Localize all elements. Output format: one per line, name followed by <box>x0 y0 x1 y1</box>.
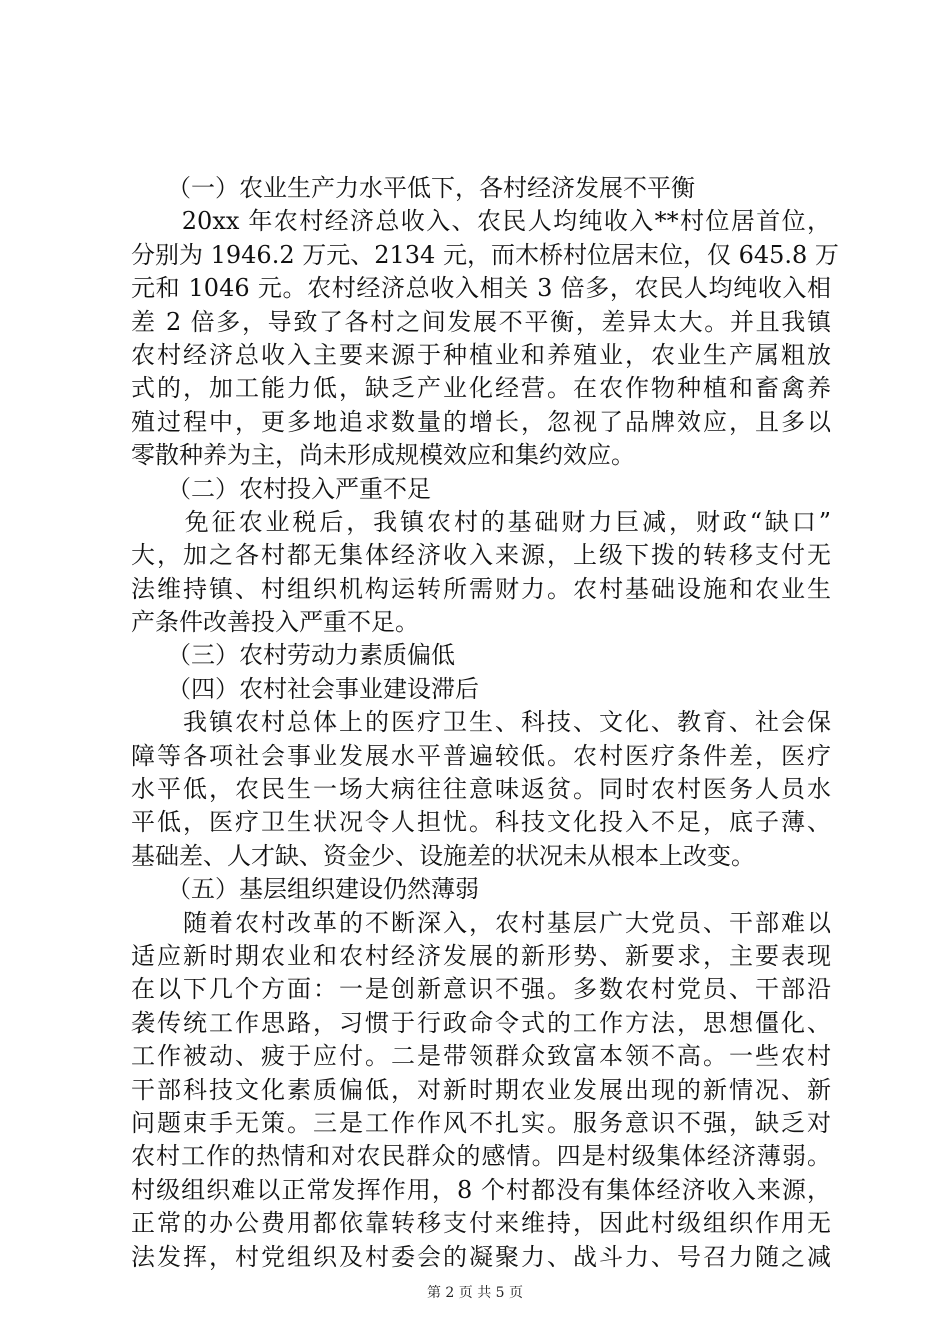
text-line: 农村经济总收入主要来源于种植业和养殖业，农业生产属粗放 <box>131 340 831 369</box>
text-line: 障等各项社会事业发展水平普遍较低。农村医疗条件差，医疗 <box>131 741 831 770</box>
text-line: 20xx 年农村经济总收入、农民人均纯收入**村位居首位， <box>131 207 831 236</box>
text-line: 平低，医疗卫生状况令人担忧。科技文化投入不足，底子薄、 <box>131 808 831 837</box>
text-line: 适应新时期农业和农村经济发展的新形势、新要求，主要表现 <box>131 941 831 970</box>
text-line: 正常的办公费用都依靠转移支付来维持，因此村级组织作用无 <box>131 1209 831 1238</box>
text-line: 基础差、人才缺、资金少、设施差的状况未从根本上改变。 <box>131 841 755 870</box>
heading-3: （三）农村劳动力素质偏低 <box>131 641 455 670</box>
text-line: 水平低，农民生一场大病往往意味返贫。同时农村医务人员水 <box>131 775 831 804</box>
text-line: 农村工作的热情和对农民群众的感情。四是村级集体经济薄弱。 <box>131 1142 831 1171</box>
text-line: 在以下几个方面：一是创新意识不强。多数农村党员、干部沿 <box>131 975 831 1004</box>
text-line: 袭传统工作思路，习惯于行政命令式的工作方法，思想僵化、 <box>131 1008 831 1037</box>
text-line: 问题束手无策。三是工作作风不扎实。服务意识不强，缺乏对 <box>131 1108 831 1137</box>
text-line: 零散种养为主，尚未形成规模效应和集约效应。 <box>131 441 635 470</box>
text-line: 殖过程中，更多地追求数量的增长，忽视了品牌效应，且多以 <box>131 407 831 436</box>
text-line: 法维持镇、村组织机构运转所需财力。农村基础设施和农业生 <box>131 574 831 603</box>
text-line: 式的，加工能力低，缺乏产业化经营。在农作物种植和畜禽养 <box>131 374 831 403</box>
text-line: 免征农业税后，我镇农村的基础财力巨减，财政“缺口” <box>131 507 831 536</box>
text-line: 法发挥，村党组织及村委会的凝聚力、战斗力、号召力随之减 <box>131 1242 831 1271</box>
text-line: 大，加之各村都无集体经济收入来源，上级下拨的转移支付无 <box>131 541 831 570</box>
text-line: 干部科技文化素质偏低，对新时期农业发展出现的新情况、新 <box>131 1075 831 1104</box>
text-line: 分别为 1946.2 万元、2134 元，而木桥村位居末位，仅 645.8 万 <box>131 240 839 269</box>
text-line: 随着农村改革的不断深入，农村基层广大党员、干部难以 <box>131 908 831 937</box>
heading-5: （五）基层组织建设仍然薄弱 <box>131 875 479 904</box>
heading-4: （四）农村社会事业建设滞后 <box>131 674 479 703</box>
text-line: 产条件改善投入严重不足。 <box>131 608 419 637</box>
text-line: 工作被动、疲于应付。二是带领群众致富本领不高。一些农村 <box>131 1042 831 1071</box>
heading-1: （一）农业生产力水平低下，各村经济发展不平衡 <box>131 174 695 202</box>
text-line: 我镇农村总体上的医疗卫生、科技、文化、教育、社会保 <box>131 708 831 737</box>
heading-2: （二）农村投入严重不足 <box>131 474 431 503</box>
text-line: 元和 1046 元。农村经济总收入相关 3 倍多，农民人均纯收入相 <box>131 274 831 303</box>
text-line: 村级组织难以正常发挥作用，8 个村都没有集体经济收入来源， <box>131 1175 831 1204</box>
body-text <box>131 172 839 1274</box>
text-line: 差 2 倍多，导致了各村之间发展不平衡，差异太大。并且我镇 <box>131 307 831 336</box>
page-footer: 第 2 页 共 5 页 <box>426 1285 524 1301</box>
